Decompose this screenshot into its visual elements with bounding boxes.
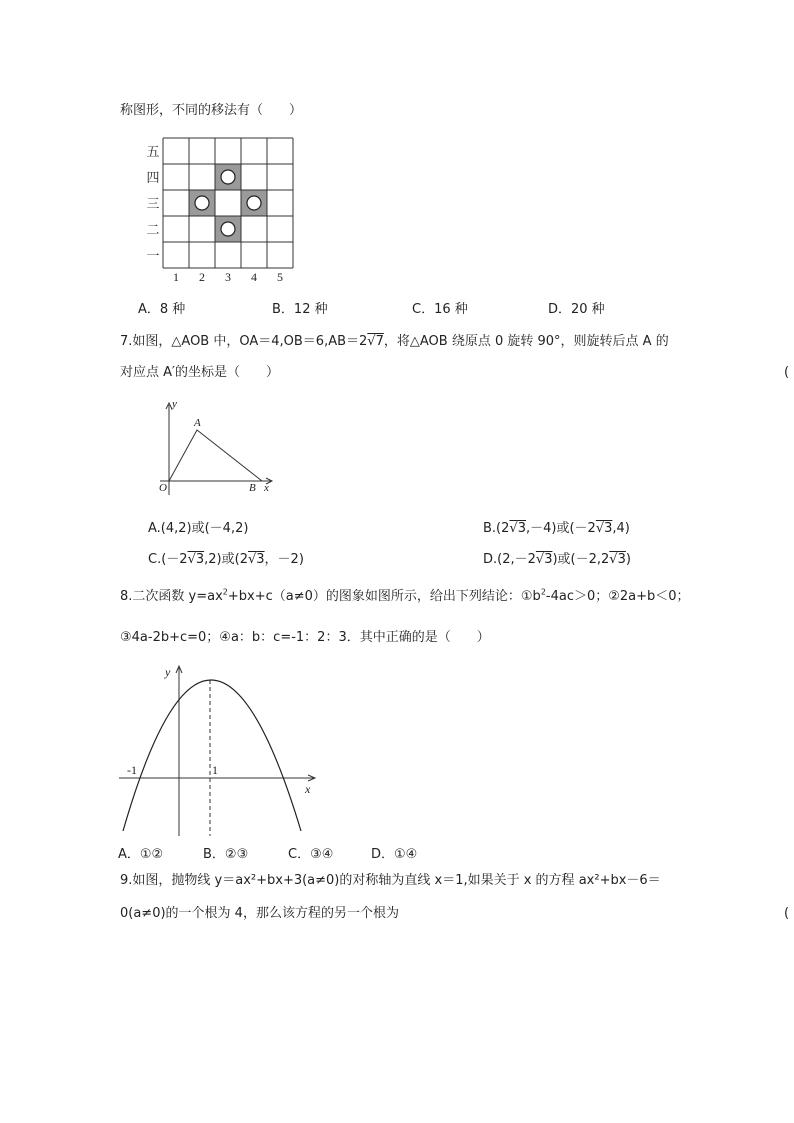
q6-option-c: C．16 种 [412,302,468,317]
q7-stem-line2: 对应点 A′的坐标是（ ） [120,365,279,380]
y-axis-label: y [172,398,177,410]
q6-stem: 称图形，不同的移法有（ ） [120,103,303,118]
q6-grid-figure [140,135,310,285]
row-label-4: 四 [146,171,160,186]
point-o-label: O [159,482,167,494]
q9-stem: 9.如图，抛物线 y＝ax²+bx+3(a≠0)的对称轴为直线 x＝1,如果关于 x 的方程 ax²+bx－6＝ [120,873,661,888]
q8-stem-line2: ③4a-2b+c=0；④a：b：c=-1：2：3．其中正确的是（ ） [120,630,490,645]
grid-lines [163,138,293,268]
y-axis-label: y [165,665,171,679]
q7-triangle-figure [150,395,280,500]
q8-stem: 8.二次函数 $y=ax^2+bx+c(a\ne 0)$的图象如图所示，给出下列结论：$①b^2-4ac>0$；②2a+b＜0； [120,587,690,604]
parabola-curve [123,680,301,831]
col-label-5: 5 [277,270,283,284]
q6-option-d: D．20 种 [548,302,605,317]
col-label-1: 1 [173,270,179,284]
row-label-5: 五 [146,145,160,160]
sqrt-7: √7 [367,334,384,349]
col-label-3: 3 [225,270,231,284]
tick-1-label: 1 [212,763,218,777]
q7-stem: 7.如图，△AOB 中，OA＝4,OB＝6,AB＝2√7，将△AOB 绕原点 0 旋转 90°，则旋转后点 A 的 [120,334,669,349]
row-label-3: 三 [146,197,160,212]
q6-option-a: A．8 种 [138,302,186,317]
q8-parabola-figure [115,658,330,840]
q8-option-d: D．①④ [371,847,418,862]
q8-option-c: C．③④ [288,847,334,862]
q7-option-b: B.(2√3,－4)或(－2√3,4) [483,521,630,536]
triangle-aob [169,430,262,481]
q7-right-paren: ( [784,365,790,380]
col-label-2: 2 [199,270,205,284]
x-axis-label: x [305,782,311,796]
q8-option-b: B．②③ [203,847,249,862]
row-label-1: 一 [146,249,160,264]
q7-option-a: A.(4,2)或(－4,2) [148,521,249,536]
q9-right-paren: ( [784,906,790,921]
x-axis-label: x [264,482,269,494]
root-neg1-label: -1 [127,763,137,777]
point-b-label: B [249,482,256,494]
grid-pieces [195,170,261,236]
q7-option-c: C.(－2√3,2)或(2√3，－2) [148,552,304,567]
q7-option-d: D.(2,－2√3)或(－2,2√3) [483,552,631,567]
q6-option-b: B．12 种 [272,302,328,317]
q9-stem-line2: 0(a≠0)的一个根为 4，那么该方程的另一个根为 [120,906,399,921]
col-label-4: 4 [251,270,257,284]
q8-option-a: A．①② [118,847,164,862]
point-a-label: A [194,417,201,429]
row-label-2: 二 [146,223,160,238]
